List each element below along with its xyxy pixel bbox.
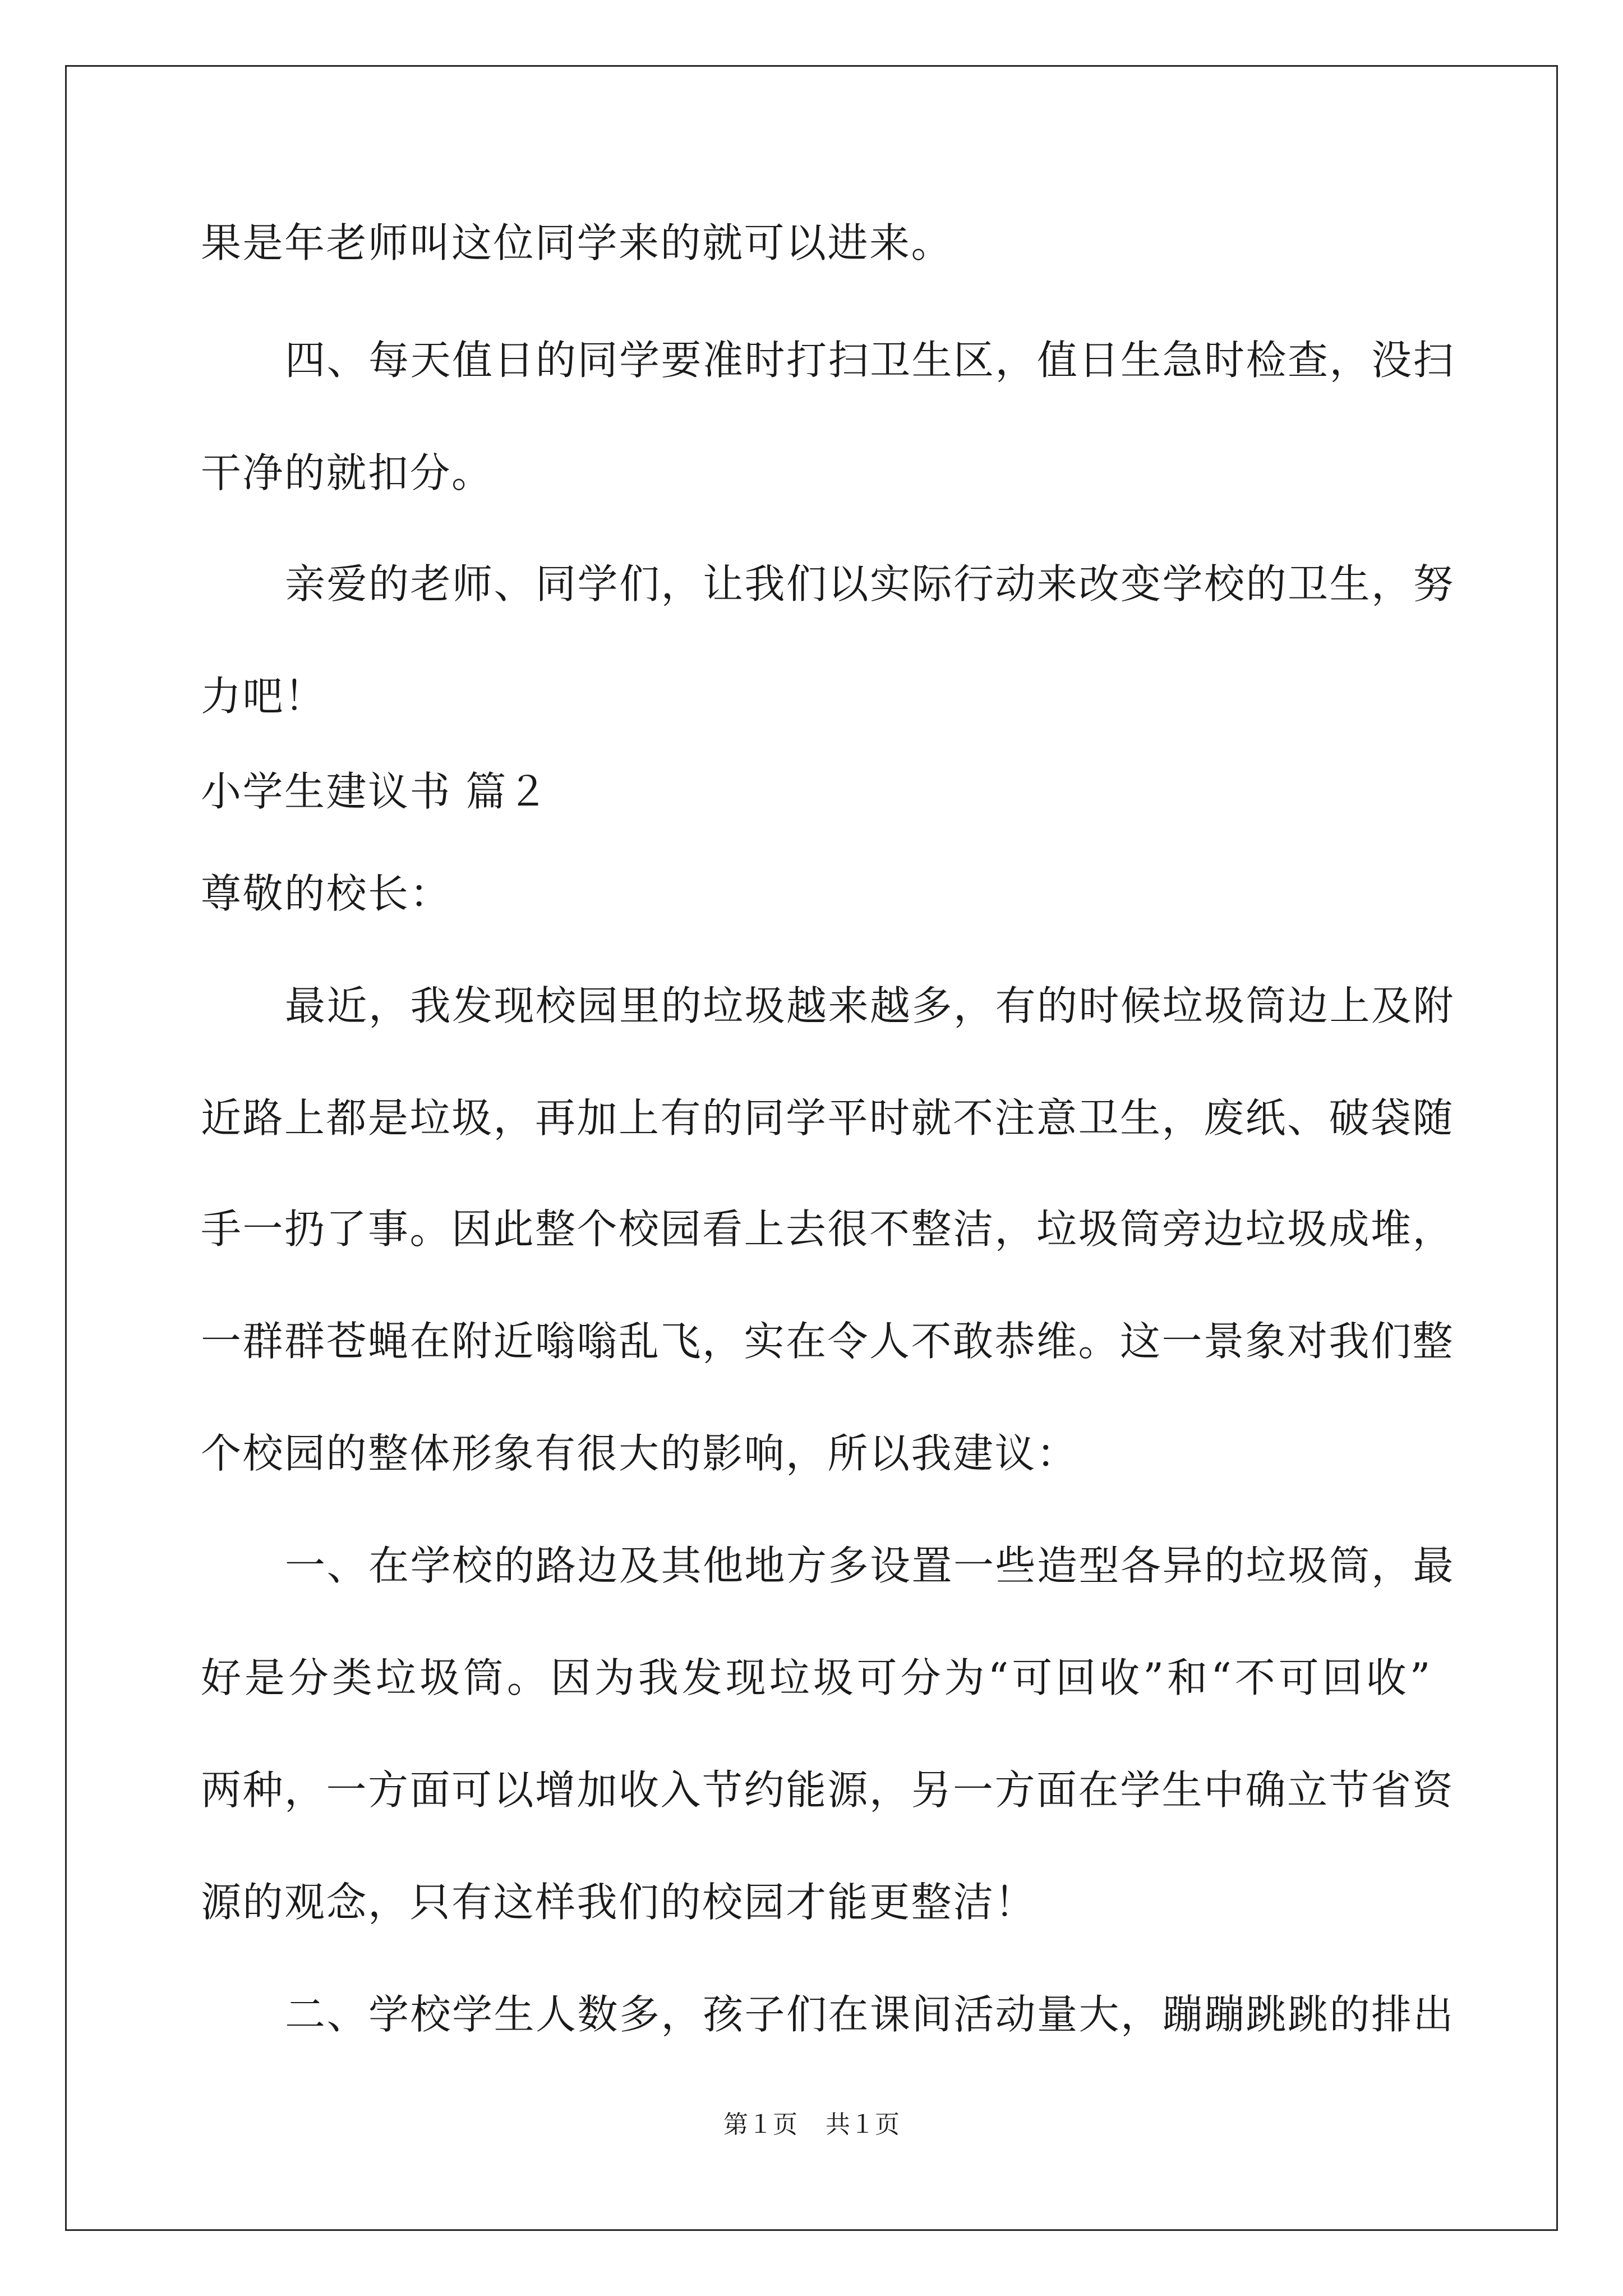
- page-footer: [0, 2109, 1623, 2141]
- paragraph-line: 干净的就扣分。: [201, 449, 494, 496]
- salutation: 尊敬的校长：: [201, 870, 452, 917]
- paragraph-line: 一、在学校的路边及其他地方多设置一些造型各异的垃圾筒，最: [285, 1542, 1455, 1589]
- paragraph-line: 个校园的整体形象有很大的影响，所以我建议：: [201, 1430, 1078, 1477]
- paragraph-line: 最近，我发现校园里的垃圾越来越多，有的时候垃圾筒边上及附: [285, 982, 1455, 1029]
- paragraph-line: 二、学校学生人数多，孩子们在课间活动量大，蹦蹦跳跳的排出: [285, 1991, 1455, 2038]
- section-heading: 小学生建议书 篇２: [201, 768, 550, 815]
- paragraph-line: 亲爱的老师、同学们，让我们以实际行动来改变学校的卫生，努: [285, 560, 1455, 608]
- page-number-total: 共１页: [826, 2110, 900, 2139]
- paragraph-line: 两种，一方面可以增加收入节约能源，另一方面在学生中确立节省资: [201, 1766, 1455, 1814]
- paragraph-line: 力吧！: [201, 673, 326, 720]
- page-number-current: 第１页: [723, 2110, 797, 2139]
- paragraph-line: 果是年老师叫这位同学来的就可以进来。: [201, 219, 953, 266]
- paragraph-line: 源的观念，只有这样我们的校园才能更整洁！: [201, 1879, 1037, 1926]
- paragraph-line: 好是分类垃圾筒。因为我发现垃圾可分为“可回收”和“不可回收”: [201, 1654, 1432, 1701]
- paragraph-line: 四、每天值日的同学要准时打扫卫生区，值日生急时检查，没扫: [285, 337, 1455, 384]
- paragraph-line: 手一扔了事。因此整个校园看上去很不整洁，垃圾筒旁边垃圾成堆，: [201, 1205, 1455, 1253]
- paragraph-line: 近路上都是垃圾，再加上有的同学平时就不注意卫生，废纸、破袋随: [201, 1094, 1455, 1142]
- paragraph-line: 一群群苍蝇在附近嗡嗡乱飞，实在令人不敢恭维。这一景象对我们整: [201, 1318, 1455, 1365]
